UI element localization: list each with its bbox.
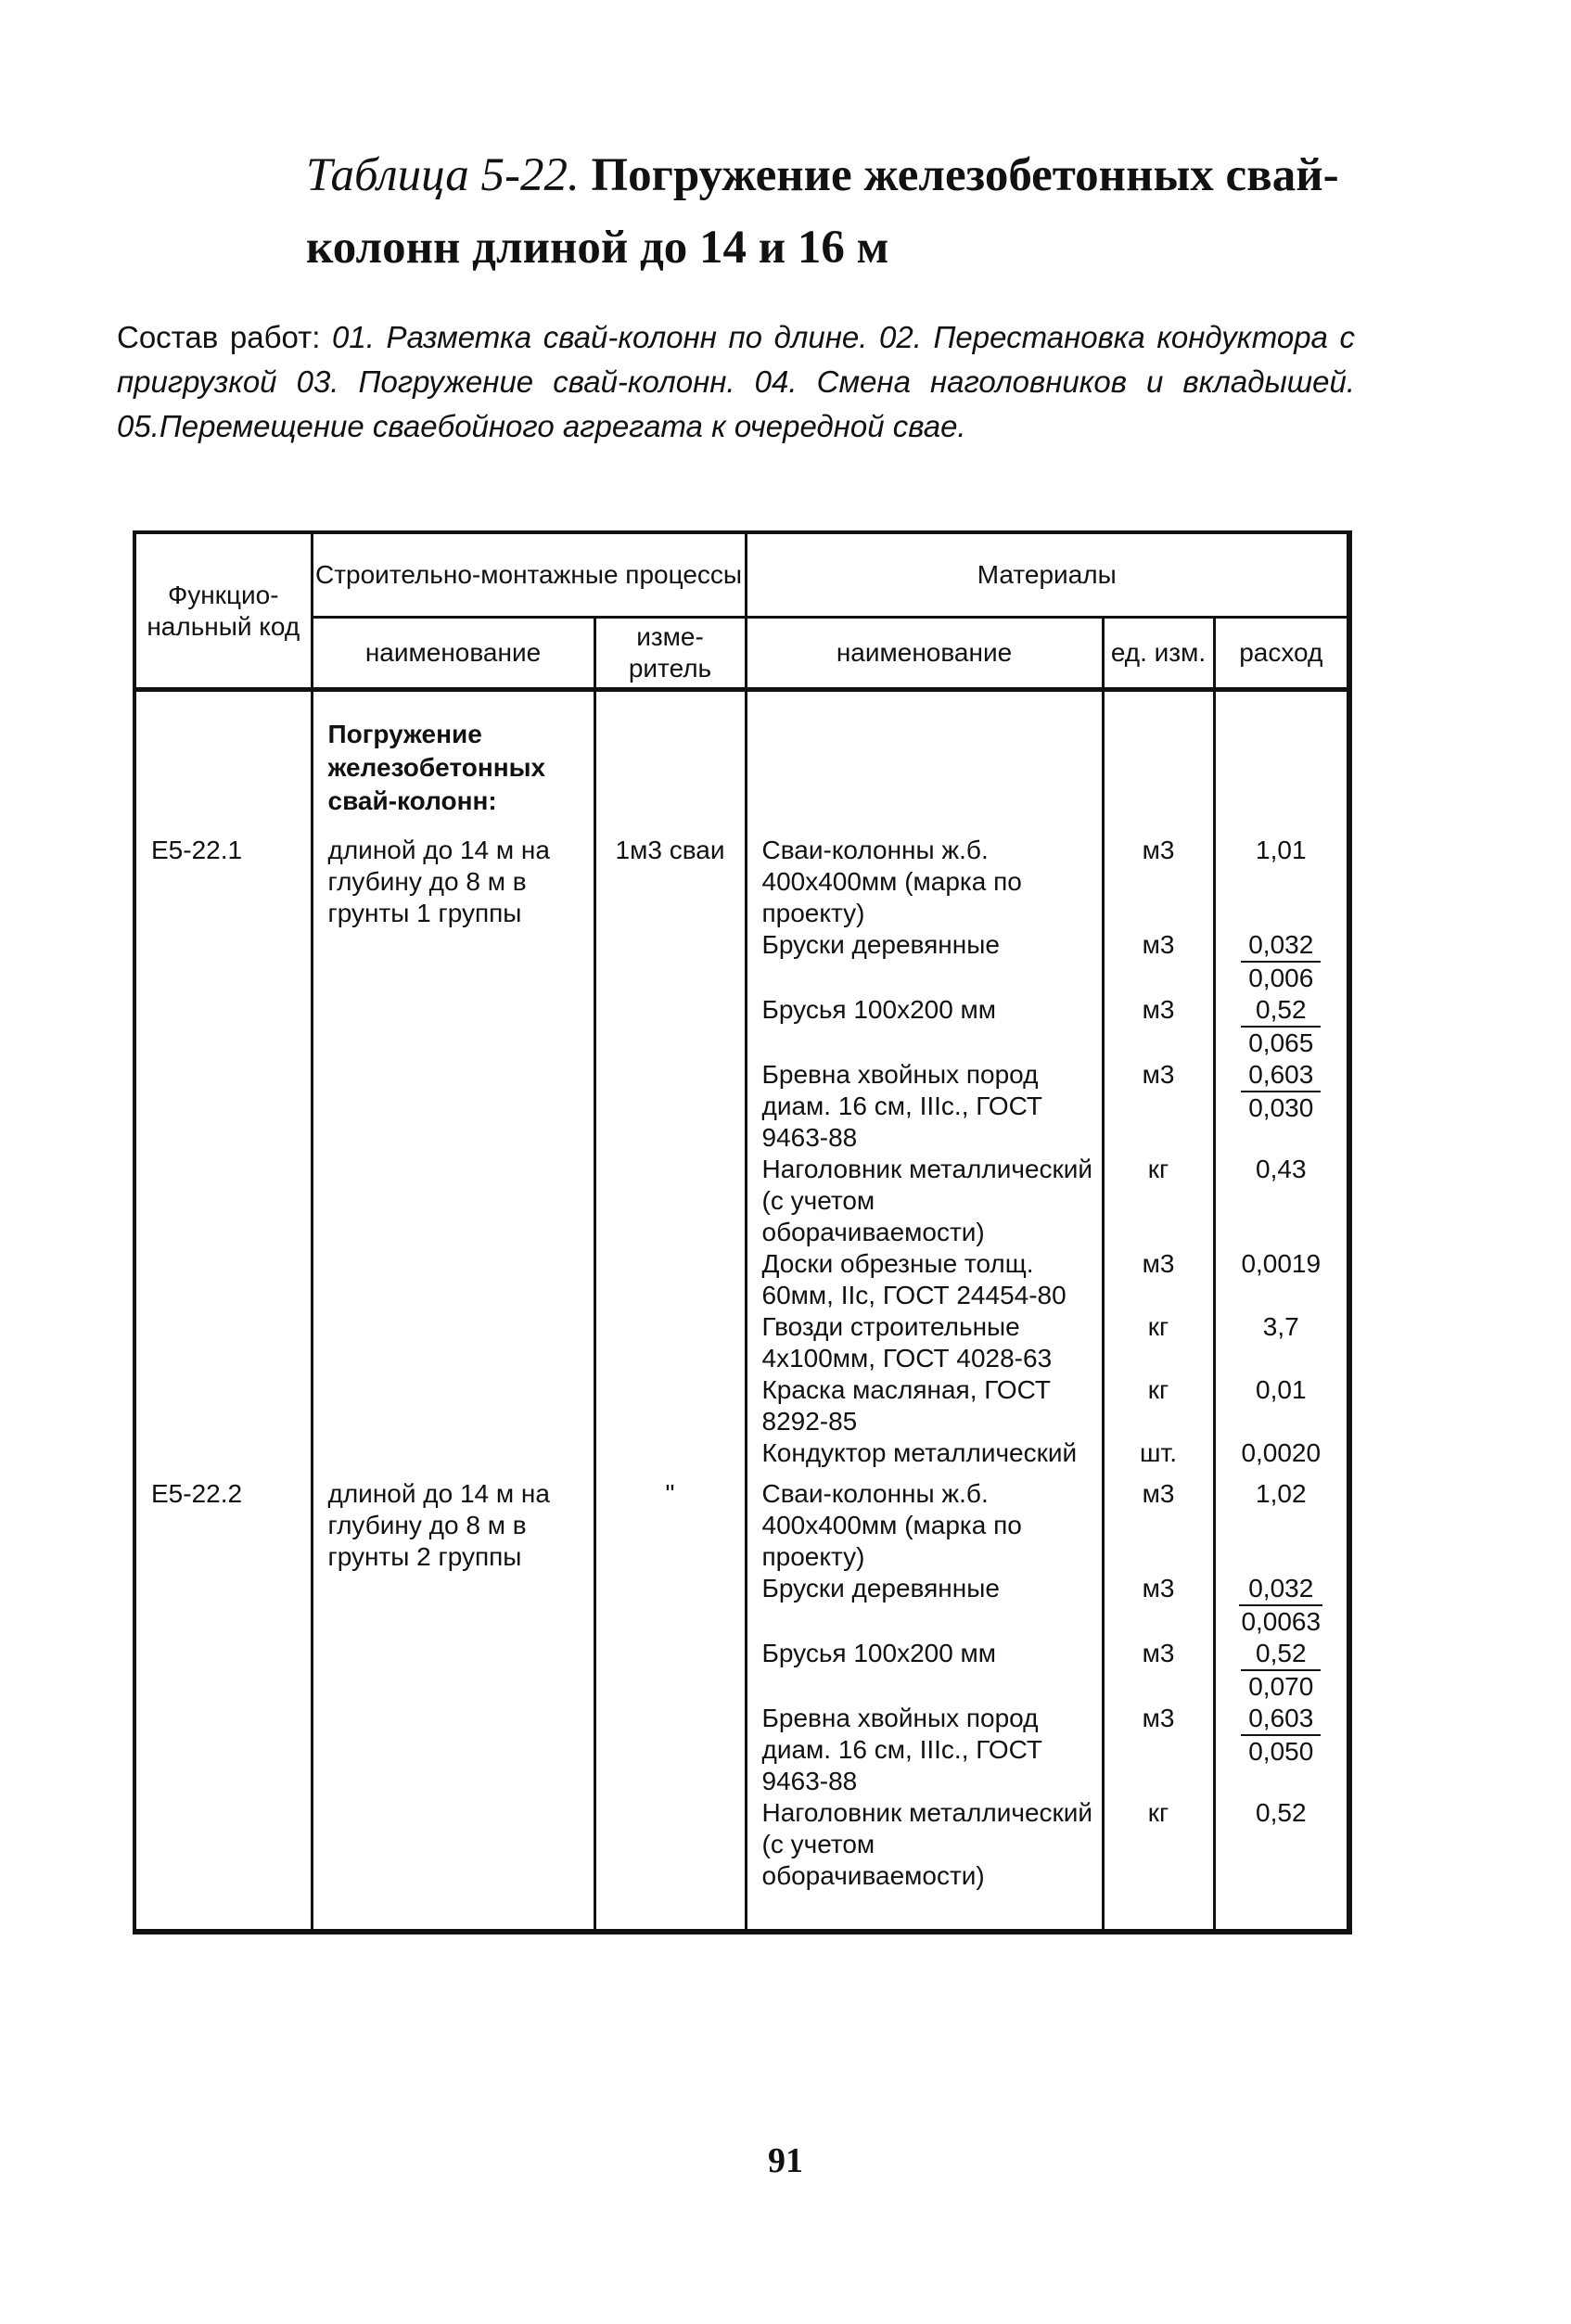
empty-cell [134,1703,312,1797]
empty-cell [312,1892,594,1932]
empty-cell [312,1154,594,1248]
process-meter: 1м3 сваи [594,835,746,929]
empty-cell [134,994,312,1059]
work-composition [117,315,1355,449]
material-unit: м3 [1103,994,1214,1059]
table-bottom [134,1892,1349,1932]
table-row [134,1374,1349,1437]
empty-cell [134,1797,312,1892]
consumption-top: 1,02 [1256,1479,1307,1508]
empty-cell [1103,1469,1214,1478]
table-row [134,994,1349,1059]
process-meter: " [594,1478,746,1573]
table-row [134,1311,1349,1374]
header-materials: Материалы [746,532,1349,618]
empty-cell [134,1638,312,1703]
table-row [134,1154,1349,1248]
table-row [134,1573,1349,1638]
material-name: Брусья 100х200 мм [746,994,1103,1059]
consumption-top: 0,032 [1241,929,1321,963]
material-name: Наголовник металлический (с учетом оборачиваемости) [746,1154,1103,1248]
material-consumption [1214,1374,1349,1437]
material-unit: шт. [1103,1437,1214,1469]
consumption-top: 0,01 [1256,1375,1307,1404]
process-name: длиной до 14 м на глубину до 8 м в грунты 2 группы [312,1478,594,1573]
material-name: Наголовник металлический (с учетом оборачиваемости) [746,1797,1103,1892]
table-row [134,929,1349,994]
consumption-bottom: 0,065 [1248,1028,1314,1057]
table-title [306,139,1400,284]
consumption-bottom: 0,0063 [1241,1607,1322,1636]
consumption-value [1241,1374,1321,1406]
consumption-bottom: 0,070 [1248,1672,1314,1701]
consumption-top: 0,603 [1241,1703,1321,1736]
empty-cell [312,1638,594,1703]
consumption-value [1241,835,1321,866]
table-row [134,835,1349,929]
empty-cell [312,1797,594,1892]
consumption-top: 0,032 [1239,1573,1322,1606]
material-unit: кг [1103,1311,1214,1374]
empty-cell [594,1797,746,1892]
material-name: Доски обрезные толщ. 60мм, IIс, ГОСТ 24454-80 [746,1248,1103,1311]
header-consumption: расход [1214,618,1349,690]
empty-cell [312,1311,594,1374]
header-meter: изме-ритель [594,618,746,690]
empty-cell [312,1374,594,1437]
title-line-2: колонн длиной до 14 и 16 м [306,222,889,274]
material-consumption [1214,835,1349,929]
material-name: Краска масляная, ГОСТ 8292-85 [746,1374,1103,1437]
consumption-value [1241,1478,1321,1510]
material-name: Бруски деревянные [746,929,1103,994]
material-consumption [1214,929,1349,994]
empty-cell [746,1892,1103,1932]
consumption-top: 1,01 [1256,836,1307,864]
consumption-top: 0,0019 [1241,1249,1322,1278]
header-material-name: наименование [746,618,1103,690]
empty-cell [594,1638,746,1703]
consumption-value [1241,1703,1321,1768]
empty-cell [594,1311,746,1374]
function-code: Е5-22.1 [134,835,312,929]
empty-cell [594,929,746,994]
empty-cell [594,1059,746,1154]
empty-cell [312,1437,594,1469]
material-name: Кондуктор металлический [746,1437,1103,1469]
consumption-top: 0,52 [1241,1638,1321,1671]
empty-cell [1214,1469,1349,1478]
empty-cell [594,1437,746,1469]
material-consumption [1214,1248,1349,1311]
empty-cell [134,1248,312,1311]
empty-cell [312,929,594,994]
material-unit: м3 [1103,1573,1214,1638]
function-code: Е5-22.2 [134,1478,312,1573]
consumption-bottom: 0,050 [1248,1737,1314,1766]
consumption-value [1241,1311,1321,1343]
material-consumption [1214,1478,1349,1573]
material-consumption [1214,1703,1349,1797]
consumption-bottom: 0,030 [1248,1093,1314,1122]
empty-cell [312,994,594,1059]
empty-cell [134,1573,312,1638]
material-unit: м3 [1103,929,1214,994]
header-unit: ед. изм. [1103,618,1214,690]
table-row [134,1478,1349,1573]
table-row [134,1437,1349,1469]
material-name: Гвозди строительные 4х100мм, ГОСТ 4028-63 [746,1311,1103,1374]
empty-cell [594,1374,746,1437]
empty-cell [134,1437,312,1469]
empty-cell [594,1469,746,1478]
empty-cell [312,1469,594,1478]
empty-cell [594,1573,746,1638]
material-unit: м3 [1103,835,1214,929]
header-func-code: Функцио-нальный код [134,532,312,690]
empty-cell [1214,1892,1349,1932]
material-name: Брусья 100х200 мм [746,1638,1103,1703]
consumption-value [1241,1059,1321,1124]
material-name: Сваи-колонны ж.б. 400х400мм (марка по проекту) [746,1478,1103,1573]
material-consumption [1214,1437,1349,1469]
empty-cell [746,1469,1103,1478]
material-name: Сваи-колонны ж.б. 400х400мм (марка по проекту) [746,835,1103,929]
consumption-value [1241,1154,1321,1185]
empty-cell [594,1248,746,1311]
header-processes: Строительно-монтажные процессы [312,532,746,618]
empty-cell [312,1059,594,1154]
table-row [134,1703,1349,1797]
title-line-1: Погружение железобетонных свай- [591,149,1339,201]
consumption-value [1241,1797,1321,1829]
process-name: длиной до 14 м на глубину до 8 м в грунты 1 группы [312,835,594,929]
empty-cell [134,1059,312,1154]
empty-cell [134,1892,312,1932]
group-heading: Погружение железобетонных свай-колонн: [312,690,594,836]
empty-cell [312,1248,594,1311]
consumption-value [1241,1437,1321,1469]
empty-cell [1103,1892,1214,1932]
empty-cell [134,1374,312,1437]
table-number: Таблица 5-22. [306,149,580,201]
empty-cell [594,1154,746,1248]
material-consumption [1214,994,1349,1059]
consumption-value [1241,929,1321,994]
consumption-top: 0,603 [1241,1059,1321,1092]
empty-cell [594,1703,746,1797]
consumption-value [1241,1248,1321,1280]
consumption-value [1241,994,1321,1059]
consumption-bottom: 0,006 [1248,964,1314,992]
header-process-name: наименование [312,618,594,690]
material-unit: м3 [1103,1638,1214,1703]
material-name: Бревна хвойных пород диам. 16 см, IIIс., ГОСТ 9463-88 [746,1059,1103,1154]
consumption-top: 3,7 [1262,1312,1299,1341]
empty-cell [312,1703,594,1797]
empty-cell [134,1154,312,1248]
table-row [134,1638,1349,1703]
material-consumption [1214,1638,1349,1703]
consumption-value [1239,1573,1322,1638]
row-gap [134,1469,1349,1478]
empty-cell [134,1311,312,1374]
material-unit: м3 [1103,1059,1214,1154]
consumption-value [1241,1638,1321,1703]
consumption-top: 0,43 [1256,1155,1307,1183]
work-composition-label: Состав работ: [117,320,321,354]
material-unit: м3 [1103,1478,1214,1573]
consumption-top: 0,52 [1256,1798,1307,1827]
material-unit: м3 [1103,1703,1214,1797]
empty-cell [594,1892,746,1932]
material-consumption [1214,1311,1349,1374]
material-unit: кг [1103,1797,1214,1892]
empty-cell [594,994,746,1059]
table-row [134,1797,1349,1892]
material-name: Бруски деревянные [746,1573,1103,1638]
material-consumption [1214,1154,1349,1248]
material-consumption [1214,1059,1349,1154]
material-consumption [1214,1573,1349,1638]
consumption-top: 0,52 [1241,994,1321,1028]
empty-cell [312,1573,594,1638]
table-row [134,1248,1349,1311]
page-number: 91 [768,2141,803,2180]
material-unit: кг [1103,1154,1214,1248]
empty-cell [134,1469,312,1478]
table-row [134,1059,1349,1154]
consumption-top: 0,0020 [1241,1438,1322,1467]
empty-cell [134,929,312,994]
material-name: Бревна хвойных пород диам. 16 см, IIIс., ГОСТ 9463-88 [746,1703,1103,1797]
norms-table [133,530,1352,1935]
work-composition-text: 01. Разметка свай-колонн по длине. 02. Перестановка кондуктора с пригрузкой 03. Погружение свай-колонн. 04. Смена наголовников и вкладышей. 05.Перемещение сваебойного агрегата к очередной свае. [117,320,1355,443]
material-unit: кг [1103,1374,1214,1437]
material-unit: м3 [1103,1248,1214,1311]
material-consumption [1214,1797,1349,1892]
